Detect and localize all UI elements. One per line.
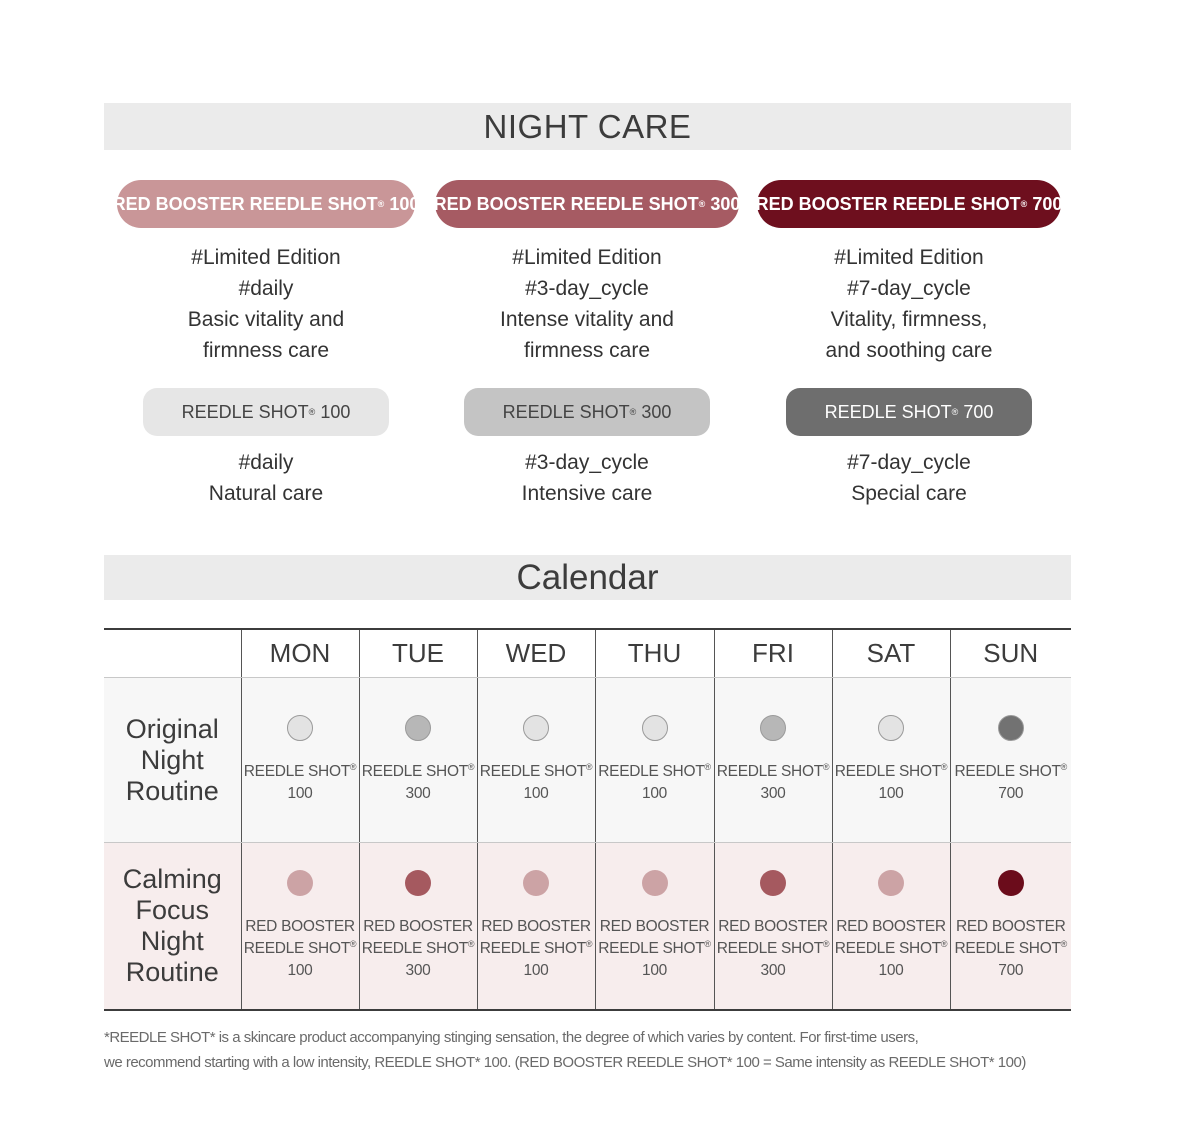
intensity-dot <box>287 715 313 741</box>
product-name: REEDLE SHOT <box>598 763 705 780</box>
base-300-description <box>426 447 748 509</box>
product-name: REEDLE SHOT <box>243 940 350 957</box>
cell-product-text <box>242 761 359 805</box>
product-name: RED BOOSTER <box>955 918 1066 935</box>
product-name-line <box>596 938 714 960</box>
product-name-line <box>715 938 832 960</box>
calendar-header <box>104 555 1071 600</box>
registered-mark: ® <box>704 938 711 949</box>
product-name: REEDLE SHOT <box>361 763 468 780</box>
product-name: REEDLE SHOT <box>834 940 941 957</box>
row-label-line: Night <box>140 744 204 775</box>
product-name: REEDLE SHOT <box>479 763 586 780</box>
booster-700-pill: RED BOOSTER REEDLE SHOT ® 700 <box>757 180 1061 228</box>
night-care-title: NIGHT CARE <box>483 107 692 145</box>
product-name: REEDLE SHOT <box>716 940 823 957</box>
product-number: 300 <box>405 962 431 979</box>
original-night-routine-row <box>104 678 1071 843</box>
description-line: and soothing care <box>825 339 993 362</box>
cell-product-text <box>596 761 714 805</box>
calendar-cell <box>950 843 1071 1011</box>
description-line: Basic vitality and <box>187 308 345 331</box>
calendar-cell <box>714 843 832 1011</box>
description-line: #daily <box>238 277 294 300</box>
product-number: 300 <box>405 785 431 802</box>
description-line: Vitality, firmness, <box>830 308 988 331</box>
product-name: RED BOOSTER <box>245 918 355 935</box>
cell-product-text <box>478 761 595 805</box>
booster-100-description <box>105 242 427 366</box>
product-column-300 <box>426 180 748 509</box>
product-name-line <box>478 761 595 783</box>
product-name-line <box>833 916 950 938</box>
product-name-line <box>833 938 950 960</box>
registered-mark: ® <box>467 938 475 949</box>
booster-700-name: RED BOOSTER REEDLE SHOT <box>755 193 1021 214</box>
intensity-dot <box>878 715 904 741</box>
registered-mark: ® <box>940 938 948 949</box>
calendar-cell <box>241 843 359 1011</box>
base-700-number: 700 <box>963 401 994 422</box>
cell-product-text <box>596 916 714 982</box>
booster-100-pill: RED BOOSTER REEDLE SHOT ® 100 <box>117 180 415 228</box>
cell-product-text <box>360 916 477 982</box>
description-line: #Limited Edition <box>512 246 662 269</box>
intensity-dot <box>642 870 668 896</box>
product-name: RED BOOSTER <box>718 918 828 935</box>
description-line: #7-day_cycle <box>847 277 971 300</box>
registered-mark: ® <box>940 761 948 772</box>
intensity-dot <box>523 715 549 741</box>
calendar-table <box>104 628 1071 1011</box>
product-name-line <box>596 916 714 938</box>
product-name: RED BOOSTER <box>599 918 710 935</box>
calendar-cell <box>477 843 595 1011</box>
booster-300-number: 300 <box>710 193 741 214</box>
cell-product-text <box>715 916 832 982</box>
cell-product-text <box>951 916 1072 982</box>
booster-700-number: 700 <box>1032 193 1063 214</box>
description-line: #7-day_cycle <box>847 451 971 474</box>
calendar-cell <box>477 678 595 843</box>
product-name: REEDLE SHOT <box>479 940 586 957</box>
cell-product-text <box>715 761 832 805</box>
product-number: 100 <box>287 962 313 979</box>
cell-product-text <box>478 916 595 982</box>
booster-300-description <box>426 242 748 366</box>
product-name: REEDLE SHOT <box>361 940 468 957</box>
product-column-100 <box>105 180 427 509</box>
product-name-line <box>951 761 1072 783</box>
registered-mark: ® <box>585 938 593 949</box>
registered-mark: ® <box>1060 761 1067 772</box>
cell-product-text <box>242 916 359 982</box>
cell-product-text <box>833 916 950 982</box>
description-line: #Limited Edition <box>834 246 984 269</box>
product-number: 700 <box>998 962 1024 979</box>
intensity-dot <box>760 715 786 741</box>
registered-mark: ® <box>822 938 830 949</box>
product-number: 100 <box>523 962 549 979</box>
description-line: Intensive care <box>521 482 653 505</box>
row-label-line: Original <box>125 713 219 744</box>
footnote-line: *REEDLE SHOT* is a skincare product accompanying stinging sensation, the degree of which varies by content. For first-time users, <box>104 1029 919 1046</box>
product-name-line <box>596 761 714 783</box>
intensity-dot <box>760 870 786 896</box>
base-300-number: 300 <box>641 401 672 422</box>
product-name-line <box>242 938 359 960</box>
day-wed: WED <box>477 629 595 678</box>
product-name-line <box>715 916 832 938</box>
intensity-dot <box>878 870 904 896</box>
day-sun: SUN <box>950 629 1071 678</box>
intensity-dot <box>642 715 668 741</box>
booster-100-number: 100 <box>389 193 420 214</box>
description-line: Natural care <box>208 482 324 505</box>
registered-mark: ® <box>467 761 475 772</box>
calendar-cell <box>950 678 1071 843</box>
description-line: firmness care <box>202 339 330 362</box>
description-line: #Limited Edition <box>191 246 341 269</box>
product-name: REEDLE SHOT <box>243 763 350 780</box>
night-care-header <box>104 103 1071 150</box>
booster-100-name: RED BOOSTER REEDLE SHOT <box>112 193 378 214</box>
product-name-line <box>360 938 477 960</box>
product-name: REEDLE SHOT <box>716 763 823 780</box>
calendar-cell <box>359 843 477 1011</box>
product-name-line <box>951 938 1072 960</box>
row-label-line: Night <box>140 926 204 956</box>
intensity-dot <box>998 715 1024 741</box>
product-number: 100 <box>878 785 904 802</box>
day-tue: TUE <box>359 629 477 678</box>
product-name-line <box>715 761 832 783</box>
calendar-cell <box>595 843 714 1011</box>
intensity-dot <box>405 715 431 741</box>
calendar-cell <box>595 678 714 843</box>
product-number: 100 <box>523 785 549 802</box>
base-300-name: REEDLE SHOT <box>502 401 630 422</box>
day-thu: THU <box>595 629 714 678</box>
product-number: 100 <box>287 785 313 802</box>
base-700-pill: REEDLE SHOT ® 700 <box>786 388 1032 436</box>
product-column-700 <box>748 180 1070 509</box>
base-100-number: 100 <box>320 401 351 422</box>
product-number: 100 <box>878 962 904 979</box>
calendar-body <box>104 678 1071 1011</box>
description-line: #3-day_cycle <box>525 277 649 300</box>
base-100-description <box>105 447 427 509</box>
intensity-dot <box>287 870 313 896</box>
booster-300-name: RED BOOSTER REEDLE SHOT <box>433 193 699 214</box>
description-line: #3-day_cycle <box>525 451 649 474</box>
intensity-dot <box>405 870 431 896</box>
product-name-line <box>951 916 1072 938</box>
base-700-name: REEDLE SHOT <box>824 401 952 422</box>
product-name-line <box>478 916 595 938</box>
footnote <box>104 1025 1084 1075</box>
booster-300-pill: RED BOOSTER REEDLE SHOT ® 300 <box>435 180 739 228</box>
product-number: 700 <box>998 785 1024 802</box>
product-name: REEDLE SHOT <box>598 940 705 957</box>
corner-cell <box>104 629 241 678</box>
calendar-cell <box>359 678 477 843</box>
booster-700-description <box>748 242 1070 366</box>
product-number: 100 <box>642 962 667 979</box>
base-300-pill: REEDLE SHOT ® 300 <box>464 388 710 436</box>
product-name: REEDLE SHOT <box>834 763 941 780</box>
product-name: REEDLE SHOT <box>954 940 1061 957</box>
day-sat: SAT <box>832 629 950 678</box>
calendar-cell <box>832 843 950 1011</box>
product-number: 300 <box>760 962 786 979</box>
intensity-dot <box>523 870 549 896</box>
product-name-line <box>478 938 595 960</box>
product-name: RED BOOSTER <box>363 918 473 935</box>
calming-focus-night-routine-row <box>104 843 1071 1011</box>
footnote-line: we recommend starting with a low intensity, REEDLE SHOT* 100. (RED BOOSTER REEDLE SHOT* 100 = Same intensity as REEDLE SHOT* 100) <box>104 1054 1026 1071</box>
base-700-description <box>748 447 1070 509</box>
product-name-line <box>360 761 477 783</box>
registered-mark: ® <box>704 761 711 772</box>
product-name: RED BOOSTER <box>836 918 946 935</box>
day-mon: MON <box>241 629 359 678</box>
base-100-name: REEDLE SHOT <box>181 401 309 422</box>
cell-product-text <box>833 761 950 805</box>
product-number: 100 <box>642 785 667 802</box>
cell-product-text <box>951 761 1072 805</box>
calendar-cell <box>832 678 950 843</box>
row-label <box>104 678 241 843</box>
row-label-line: Routine <box>125 957 219 987</box>
row-label-line: Routine <box>125 775 219 806</box>
calendar-cell <box>241 678 359 843</box>
registered-mark: ® <box>1060 938 1067 949</box>
product-name-line <box>242 916 359 938</box>
description-line: firmness care <box>523 339 651 362</box>
product-name-line <box>360 916 477 938</box>
registered-mark: ® <box>585 761 593 772</box>
registered-mark: ® <box>349 938 357 949</box>
calendar-title: Calendar <box>516 557 659 597</box>
registered-mark: ® <box>349 761 357 772</box>
day-header-row <box>104 629 1071 678</box>
day-fri: FRI <box>714 629 832 678</box>
product-name-line <box>242 761 359 783</box>
description-line: Special care <box>851 482 967 505</box>
cell-product-text <box>360 761 477 805</box>
base-100-pill: REEDLE SHOT ® 100 <box>143 388 389 436</box>
product-number: 300 <box>760 785 786 802</box>
intensity-dot <box>998 870 1024 896</box>
row-label-line: Focus <box>135 895 210 925</box>
product-name-line <box>833 761 950 783</box>
row-label <box>104 843 241 1011</box>
row-label-line: Calming <box>122 864 222 894</box>
registered-mark: ® <box>822 761 830 772</box>
product-name: RED BOOSTER <box>481 918 591 935</box>
product-name: REEDLE SHOT <box>954 763 1061 780</box>
description-line: Intense vitality and <box>500 308 674 331</box>
description-line: #daily <box>238 451 294 474</box>
calendar-cell <box>714 678 832 843</box>
